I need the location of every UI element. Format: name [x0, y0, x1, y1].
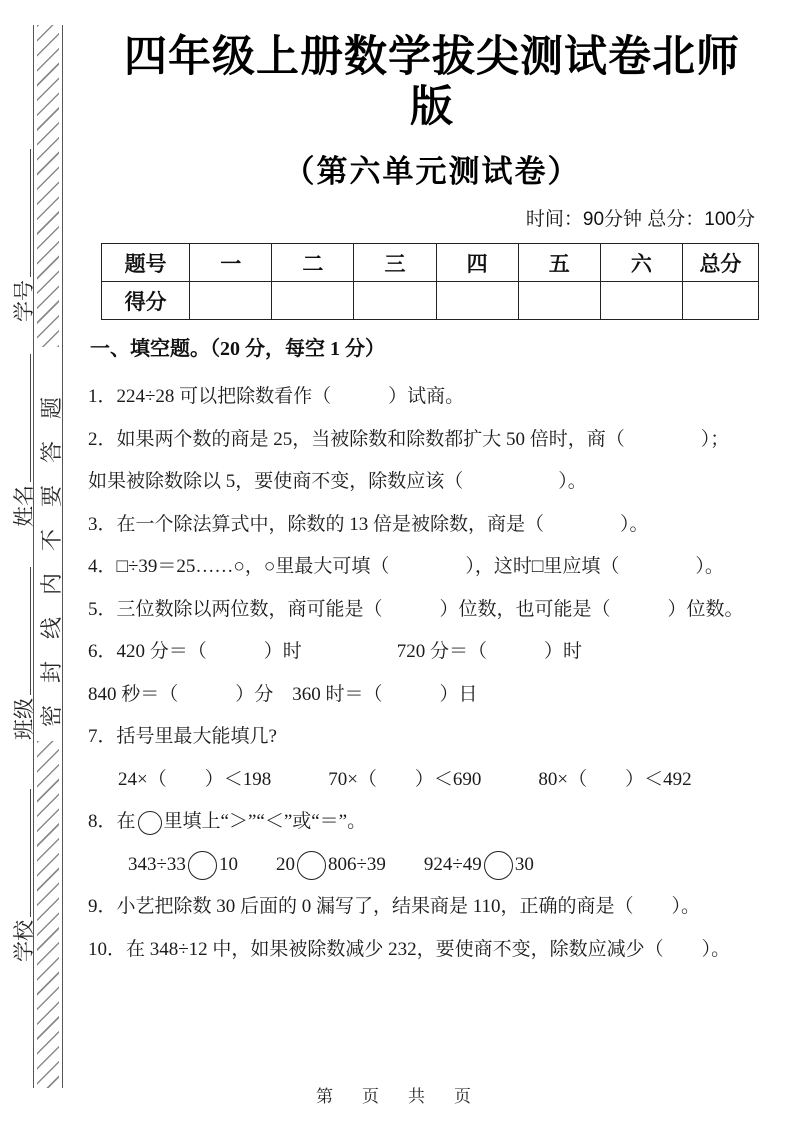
question-line — [88, 631, 758, 674]
question-line — [88, 801, 758, 844]
comparison-circle — [138, 811, 162, 835]
question-line — [88, 929, 758, 972]
student-field-name-blank — [12, 354, 31, 482]
score-cell — [436, 282, 518, 320]
question-text: 343÷33 — [128, 853, 186, 875]
question-line — [88, 886, 758, 929]
question-text: 5．三位数除以两位数，商可能是（ ）位数，也可能是（ ）位数。 — [88, 598, 744, 620]
student-field-class — [8, 560, 34, 740]
student-field-number-label: 学号 — [12, 280, 36, 322]
student-field-class-label: 班级 — [12, 698, 36, 740]
question-line — [88, 546, 758, 589]
score-table-header-cell: 题号 — [102, 244, 190, 282]
comparison-circle — [297, 851, 326, 880]
question-text: 8．在 — [88, 811, 136, 832]
score-cell — [518, 282, 600, 320]
score-table-header-cell: 三 — [354, 244, 436, 282]
question-text: 806÷39 924÷49 — [327, 853, 482, 875]
question-line — [88, 589, 758, 632]
seal-hatch-bottom — [37, 741, 59, 1088]
question-line — [88, 461, 758, 504]
student-field-number-blank — [12, 149, 31, 277]
score-table — [101, 243, 759, 320]
student-field-name-label: 姓名 — [12, 485, 36, 527]
question-text: 840 秒＝（ ）分 360 时＝（ ）日 — [88, 683, 478, 705]
paper-subtitle: （第六单元测试卷） — [283, 154, 581, 189]
question-text: 10 20 — [218, 853, 295, 875]
student-field-school-label: 学校 — [12, 920, 36, 962]
score-row-label: 得分 — [102, 282, 190, 320]
score-cell — [600, 282, 682, 320]
question-line — [88, 844, 758, 887]
score-cell — [682, 282, 758, 320]
question-text: 1．224÷28 可以把除数看作（ ）试商。 — [88, 386, 465, 407]
question-text: 如果被除数除以 5，要使商不变，除数应该（ ）。 — [88, 471, 587, 492]
score-table-header-cell: 六 — [600, 244, 682, 282]
score-table-header-cell: 二 — [272, 244, 354, 282]
question-line — [88, 759, 758, 802]
page-footer: 第 页 共 页 — [316, 1087, 477, 1106]
student-field-number — [8, 142, 34, 322]
question-text: 2．如果两个数的商是 25，当被除数和除数都扩大 50 倍时，商（ ）； — [88, 428, 730, 450]
question-line — [88, 376, 758, 419]
question-text: 24×（ ）＜198 70×（ ）＜690 80×（ ）＜492 — [118, 768, 692, 790]
fill-in-questions — [88, 376, 758, 971]
score-table-header-cell: 一 — [190, 244, 272, 282]
score-table-header-cell: 五 — [518, 244, 600, 282]
question-text: 9．小艺把除数 30 后面的 0 漏写了，结果商是 110，正确的商是（ ）。 — [88, 896, 701, 917]
question-text: 里填上“＞”“＜”或“＝”。 — [163, 811, 367, 832]
paper-title: 四年级上册数学拔尖测试卷北师版 — [124, 33, 740, 131]
question-text: 4．□÷39＝25……○，○里最大可填（ ），这时□里应填（ ）。 — [88, 556, 724, 577]
score-table-header-cell: 总分 — [682, 244, 758, 282]
student-field-school — [8, 782, 34, 962]
student-field-class-blank — [12, 567, 31, 695]
score-table-header-cell: 四 — [436, 244, 518, 282]
question-line — [88, 504, 758, 547]
question-line — [88, 716, 758, 759]
question-text: 6．420 分＝（ ）时 720 分＝（ ）时 — [88, 641, 583, 662]
question-text: 7．括号里最大能填几? — [88, 726, 277, 747]
section-heading: 一、填空题。（20 分，每空 1 分） — [90, 338, 385, 360]
question-text: 30 — [514, 853, 534, 875]
score-cell — [190, 282, 272, 320]
comparison-circle — [484, 851, 513, 880]
student-field-school-blank — [12, 789, 31, 917]
student-field-name — [8, 347, 34, 527]
score-table-header-row — [102, 244, 759, 282]
main-content — [88, 0, 758, 971]
score-table-score-row — [102, 282, 759, 320]
exam-meta: 时间：90分钟 总分：100分 — [525, 209, 755, 230]
seal-hatch-top — [37, 25, 59, 347]
seal-text: 密封线内不要答题 — [39, 374, 64, 727]
comparison-circle — [188, 851, 217, 880]
question-line — [88, 674, 758, 717]
score-cell — [272, 282, 354, 320]
question-line — [88, 419, 758, 462]
question-text: 3．在一个除法算式中，除数的 13 倍是被除数，商是（ ）。 — [88, 513, 649, 535]
score-cell — [354, 282, 436, 320]
question-text: 10．在 348÷12 中，如果被除数减少 232，要使商不变，除数应减少（ ）。 — [88, 938, 731, 960]
